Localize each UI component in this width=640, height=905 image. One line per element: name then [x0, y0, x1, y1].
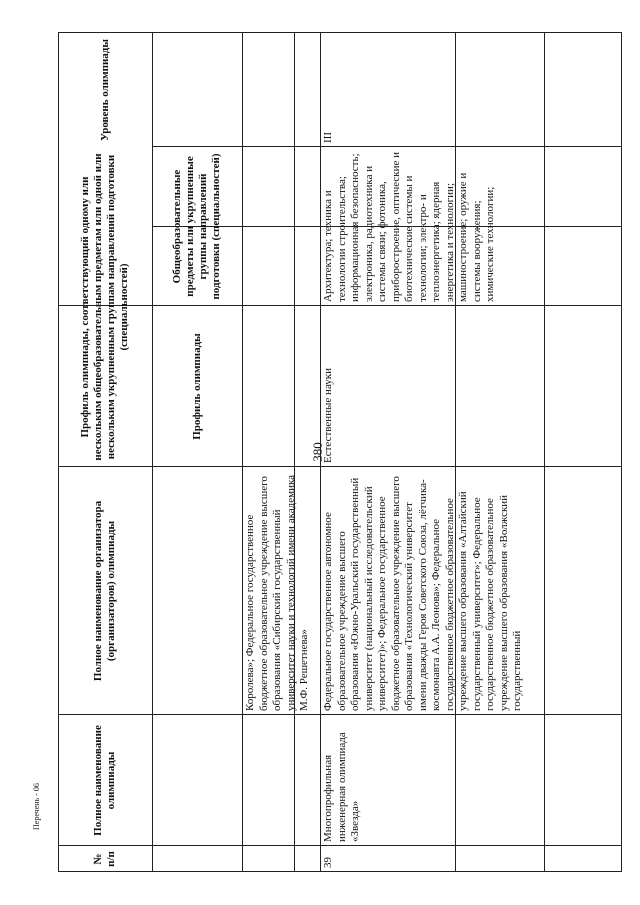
continuation-organizer: Королева»; Федеральное государственное бюджетное образовательное учреждение высшего образования «Сибирский государственный университет науки и технологий имени академика М.Ф. Решетнева» — [244, 474, 310, 711]
footer-note: Перечень - 06 — [32, 783, 41, 830]
row-39-level: III — [322, 132, 334, 143]
header-level: Уровень олимпиады — [98, 39, 111, 141]
header-profile: Профиль олимпиады — [190, 333, 203, 440]
olympiad-table — [58, 32, 622, 872]
row-39-subjects: Архитектура; техника и технологии строительства; информационная безопасность; электроника, радиотехника и системы связи; фотоника, приборостроение, оптические и биотехнические системы и технологии; электро- и теплоэнергетика; ядерная энергетика и технологии; машиностроение; оружие и системы вооружения; химические технологии; — [322, 151, 496, 302]
table-row-line — [242, 32, 243, 872]
header-num: № п/п — [92, 851, 117, 867]
row-39-organizer: Федеральное государственное автономное образовательное учреждение высшего образования «Южно-Уральский государственный университет (национальный исследовательский университет)»; Федеральное государственное бюджетное образовательное учреждение высшего образования «Технологический университет имени дважды Героя Советского Союза, лётчика-космонавта А.А. Леонова»; Федеральное государственное бюджетное образовательное учреждение высшего образования «Алтайский государственный университет»; Федеральное государственное бюджетное образовательное учреждение высшего образования «Волжский государственный — [322, 476, 523, 711]
header-name: Полное наименование олимпиады — [92, 725, 117, 836]
page-number: 380 — [310, 442, 325, 462]
table-border-bottom — [621, 32, 622, 872]
header-subjects: Общеобразовательные предметы или укрупненные группы направлений подготовки (специальностей) — [171, 153, 222, 300]
table-row-line — [294, 32, 295, 872]
header-profile-group: Профиль олимпиады, соответствующий одному или нескольким общеобразовательным предметам или одной или нескольким укрупненным группам направлений подготовки (специальностей) — [79, 153, 130, 461]
row-39-profile: Естественные науки — [322, 367, 334, 463]
row-39-name: Многопрофильная инженерная олимпиада «Звезда» — [322, 732, 361, 842]
header-organizer: Полное наименование организатора (организаторов) олимпиады — [92, 500, 117, 682]
row-39-num: 39 — [322, 857, 334, 868]
